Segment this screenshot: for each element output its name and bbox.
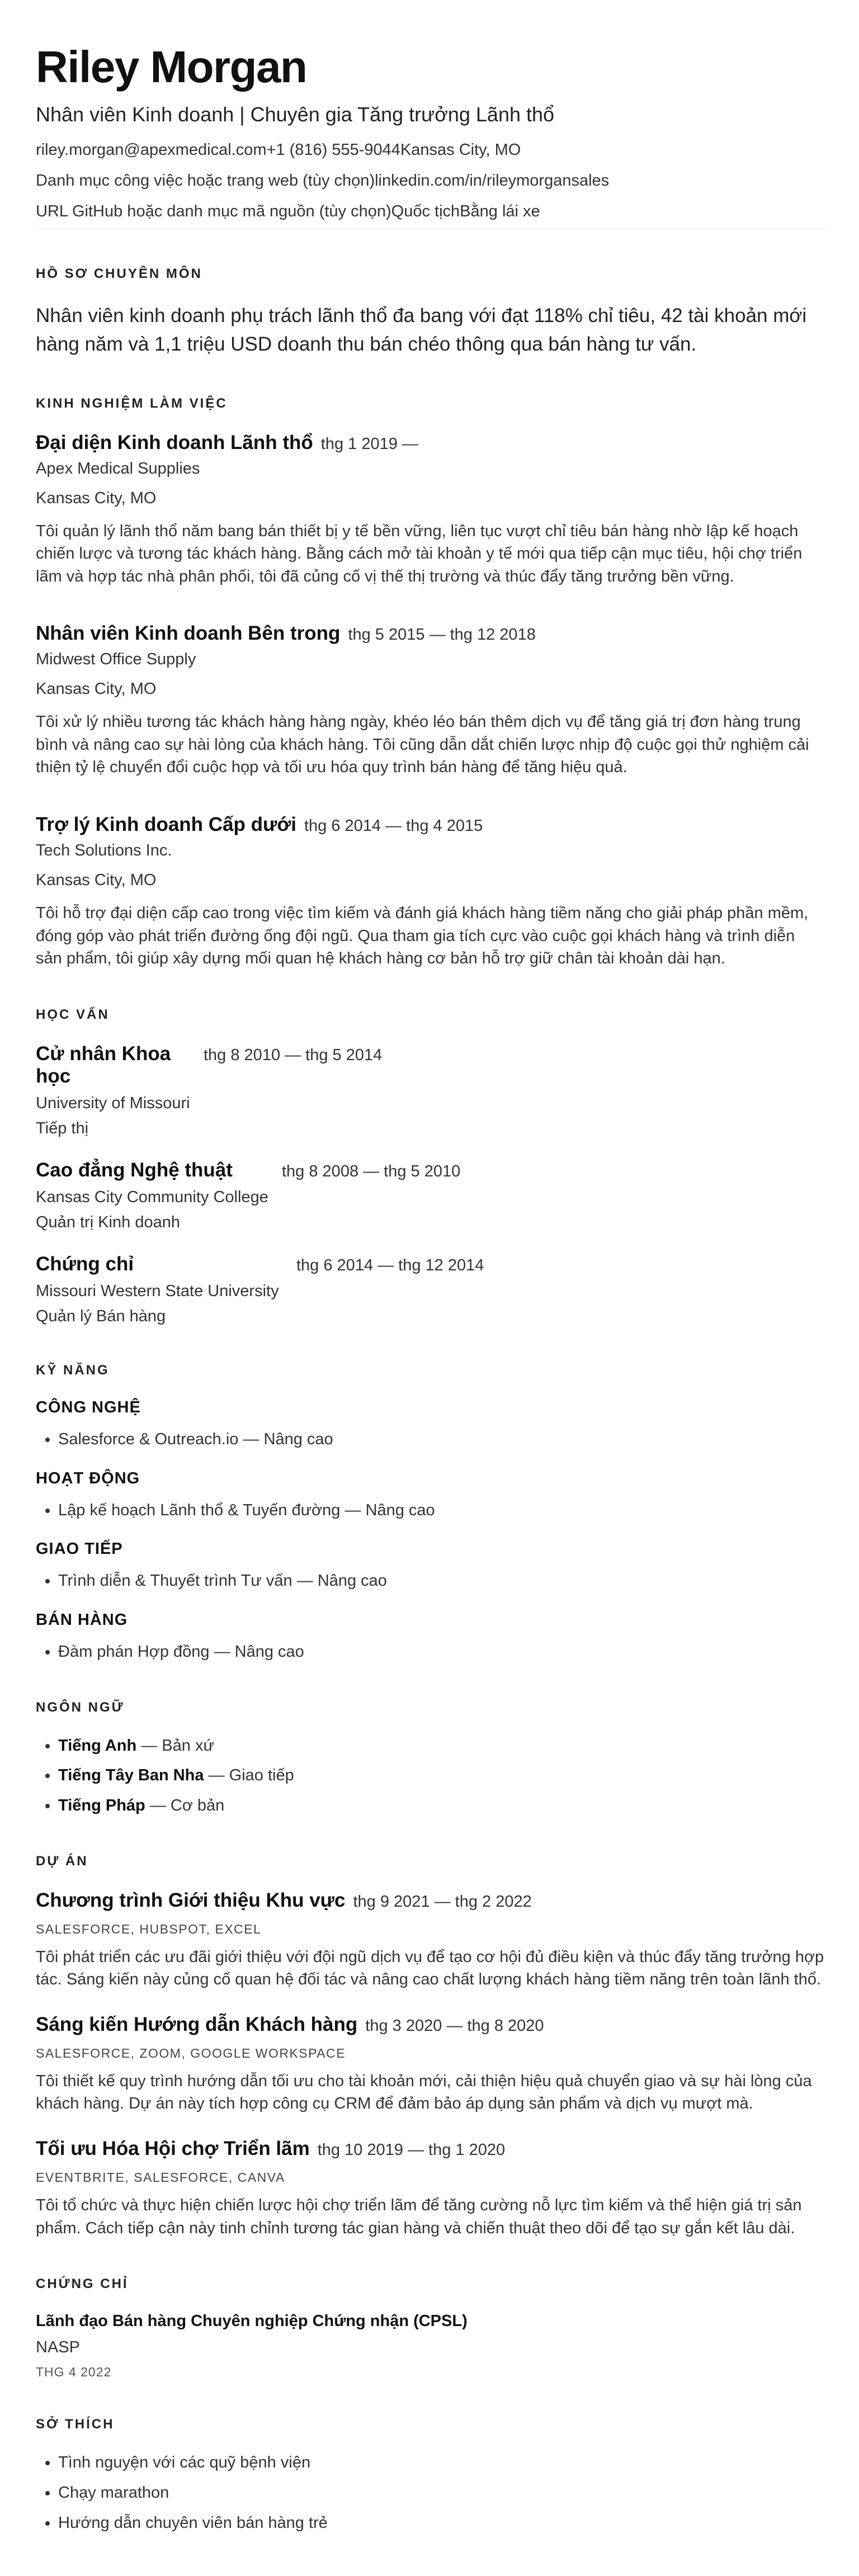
project-description: Tôi tổ chức và thực hiện chiến lược hội chợ triển lãm để tăng cường nỗ lực tìm kiếm và thể hiện giá trị sản phẩm. Cách tiếp cận này tinh chỉnh tương tác gian hàng và chiến thuật theo dõi để tạo sự gắn kết lâu dài. bbox=[36, 2196, 802, 2237]
job-description: Tôi hỗ trợ đại diện cấp cao trong việc tìm kiếm và đánh giá khách hàng tiềm năng cho giải pháp phần mềm, đóng góp vào phát triển đường ống đội ngũ. Qua tham gia tích cực vào cuộc gọi khách hàng và trình diễn sản phẩm, tôi giúp xây dựng mối quan hệ khách hàng cơ bản hỗ trợ giữ chân tài khoản dài hạn. bbox=[36, 904, 809, 968]
summary-text: Nhân viên kinh doanh phụ trách lãnh thổ đa bang với đạt 118% chỉ tiêu, 42 tài khoản mới hàng năm và 1,1 triệu USD doanh thu bán chéo thông qua bán hàng tư vấn. bbox=[36, 305, 807, 355]
education-entry bbox=[36, 1043, 825, 1138]
skill-item: • Đàm phán Hợp đồng — Nâng cao bbox=[58, 1642, 825, 1663]
job-entry bbox=[36, 432, 825, 588]
language-item bbox=[58, 1795, 825, 1817]
experience-list bbox=[36, 432, 825, 970]
interest-item: • Hướng dẫn chuyên viên bán hàng trẻ bbox=[58, 2513, 825, 2534]
job-dates: thg 5 2015 — thg 12 2018 bbox=[348, 626, 536, 644]
project-tech: SALESFORCE, ZOOM, GOOGLE WORKSPACE bbox=[36, 2045, 346, 2060]
certification-org: NASP bbox=[36, 2338, 80, 2357]
language-item bbox=[58, 1736, 825, 1757]
contact-row bbox=[36, 141, 825, 159]
job-dates: thg 6 2014 — thg 4 2015 bbox=[304, 817, 483, 835]
language-level: — Bản xứ bbox=[136, 1736, 214, 1755]
language-level: — Giao tiếp bbox=[204, 1766, 294, 1785]
project-dates: thg 10 2019 — thg 1 2020 bbox=[317, 2141, 506, 2159]
project-entry bbox=[36, 2138, 825, 2239]
skill-category: BÁN HÀNG bbox=[36, 1610, 128, 1629]
job-title: Trợ lý Kinh doanh Cấp dưới bbox=[36, 814, 296, 836]
phone-text: +1 (816) 555-9044 bbox=[266, 141, 400, 159]
project-dates: thg 9 2021 — thg 2 2022 bbox=[353, 1892, 532, 1911]
job-entry bbox=[36, 814, 825, 970]
job-location: Kansas City, MO bbox=[36, 871, 157, 890]
certifications-heading: CHỨNG CHỈ bbox=[36, 2276, 129, 2292]
nationality-text: Quốc tịch bbox=[391, 202, 460, 220]
skill-category: GIAO TIẾP bbox=[36, 1540, 123, 1558]
field-of-study: Tiếp thị bbox=[36, 1119, 89, 1137]
certification-name: Lãnh đạo Bán hàng Chuyên nghiệp Chứng nhận (CPSL) bbox=[36, 2312, 468, 2331]
license-text: Bằng lái xe bbox=[460, 202, 540, 220]
job-company: Tech Solutions Inc. bbox=[36, 842, 172, 860]
skill-item: • Salesforce & Outreach.io — Nâng cao bbox=[58, 1429, 825, 1450]
candidate-title: Nhân viên Kinh doanh | Chuyên gia Tăng trưởng Lãnh thổ bbox=[36, 103, 555, 126]
interests-heading: SỞ THÍCH bbox=[36, 2417, 115, 2432]
interest-item: • Tình nguyện với các quỹ bệnh viện bbox=[58, 2452, 825, 2474]
job-company: Apex Medical Supplies bbox=[36, 459, 200, 478]
language-level: — Cơ bản bbox=[145, 1796, 225, 1814]
field-of-study: Quản trị Kinh doanh bbox=[36, 1213, 180, 1231]
skill-group bbox=[36, 1398, 825, 1450]
degree-title: Cử nhân Khoa học bbox=[36, 1042, 171, 1087]
project-title: Sáng kiến Hướng dẫn Khách hàng bbox=[36, 2013, 358, 2035]
links-row bbox=[36, 172, 825, 190]
project-description: Tôi thiết kế quy trình hướng dẫn tối ưu cho tài khoản mới, cải thiện hiệu quả chuyển giao và sự hài lòng của khách hàng. Dự án này tích hợp công cụ CRM để đảm bảo áp dụng sản phẩm và dịch vụ mượt mà. bbox=[36, 2072, 812, 2113]
job-dates: thg 1 2019 — bbox=[320, 434, 418, 453]
languages-list bbox=[36, 1736, 825, 1817]
skill-group bbox=[36, 1540, 825, 1592]
project-entry bbox=[36, 2013, 825, 2115]
project-entry bbox=[36, 1889, 825, 1991]
interests-list bbox=[36, 2452, 825, 2534]
degree-title: Cao đẳng Nghệ thuật bbox=[36, 1159, 233, 1181]
job-title: Nhân viên Kinh doanh Bên trong bbox=[36, 622, 341, 645]
skill-category: CÔNG NGHỆ bbox=[36, 1398, 141, 1416]
job-description: Tôi quản lý lãnh thổ năm bang bán thiết bị y tế bền vững, liên tục vượt chỉ tiêu bán hàng nhờ lập kế hoạch chiến lược và tương tác khách hàng. Bằng cách mở tài khoản y tế mới qua tiếp cận mục tiêu, hội chợ triển lãm và hợp tác nhà phân phối, tôi đã củng cố vị thế thị trường và thúc đẩy tăng trưởng bền vững. bbox=[36, 522, 803, 585]
skill-item: • Trình diễn & Thuyết trình Tư vấn — Nâng cao bbox=[58, 1571, 825, 1592]
certification-entry bbox=[36, 2312, 825, 2380]
job-location: Kansas City, MO bbox=[36, 680, 157, 698]
skill-group bbox=[36, 1469, 825, 1521]
project-dates: thg 3 2020 — thg 8 2020 bbox=[365, 2016, 544, 2035]
summary-heading: HỒ SƠ CHUYÊN MÔN bbox=[36, 266, 202, 281]
school-name: University of Missouri bbox=[36, 1094, 190, 1112]
project-title: Chương trình Giới thiệu Khu vực bbox=[36, 1889, 346, 1911]
project-tech: SALESFORCE, HUBSPOT, EXCEL bbox=[36, 1921, 262, 1936]
project-tech: EVENTBRITE, SALESFORCE, CANVA bbox=[36, 2170, 285, 2185]
github-link[interactable]: URL GitHub hoặc danh mục mã nguồn (tùy chọn) bbox=[36, 202, 391, 220]
candidate-name: Riley Morgan bbox=[36, 42, 307, 92]
certification-date: THG 4 2022 bbox=[36, 2365, 112, 2380]
education-dates: thg 6 2014 — thg 12 2014 bbox=[296, 1256, 484, 1274]
project-title: Tối ưu Hóa Hội chợ Triển lãm bbox=[36, 2138, 310, 2160]
email-link[interactable]: riley.morgan@apexmedical.com bbox=[36, 141, 267, 159]
portfolio-link[interactable]: Danh mục công việc hoặc trang web (tùy chọn) bbox=[36, 172, 375, 190]
linkedin-link[interactable]: linkedin.com/in/rileymorgansales bbox=[375, 172, 610, 190]
projects-list bbox=[36, 1889, 825, 2240]
location-text: Kansas City, MO bbox=[400, 141, 521, 159]
skill-group bbox=[36, 1611, 825, 1663]
skills-heading: KỸ NĂNG bbox=[36, 1362, 110, 1378]
language-name: Tiếng Anh bbox=[58, 1736, 137, 1755]
education-dates: thg 8 2010 — thg 5 2014 bbox=[204, 1046, 383, 1064]
language-name: Tiếng Tây Ban Nha bbox=[58, 1766, 204, 1785]
project-description: Tôi phát triển các ưu đãi giới thiệu với đội ngũ dịch vụ để tạo cơ hội đủ điều kiện và thúc đẩy tăng trưởng hợp tác. Sáng kiến này củng cố quan hệ đối tác và nâng cao chất lượng khách hàng tiềm năng trên toàn lãnh thổ. bbox=[36, 1948, 824, 1989]
skill-category: HOẠT ĐỘNG bbox=[36, 1469, 140, 1487]
education-entry bbox=[36, 1159, 825, 1232]
school-name: Kansas City Community College bbox=[36, 1188, 268, 1206]
field-of-study: Quản lý Bán hàng bbox=[36, 1307, 166, 1325]
education-entry bbox=[36, 1253, 825, 1326]
extra-row bbox=[36, 202, 825, 229]
education-list bbox=[36, 1043, 825, 1326]
job-location: Kansas City, MO bbox=[36, 489, 157, 507]
experience-heading: KINH NGHIỆM LÀM VIỆC bbox=[36, 395, 228, 411]
school-name: Missouri Western State University bbox=[36, 1282, 279, 1300]
skills-list bbox=[36, 1398, 825, 1663]
job-title: Đại diện Kinh doanh Lãnh thổ bbox=[36, 431, 313, 453]
projects-heading: DỰ ÁN bbox=[36, 1853, 88, 1869]
job-description: Tôi xử lý nhiều tương tác khách hàng hàng ngày, khéo léo bán thêm dịch vụ để tăng giá trị đơn hàng trung bình và nâng cao sự hài lòng của khách hàng. Tôi cũng dẫn dắt chiến lược nhịp độ cuộc gọi thử nghiệm cải thiện tỷ lệ chuyển đổi cuộc họp và tối ưu hóa quy trình bán hàng để tăng hiệu quả. bbox=[36, 713, 809, 777]
education-dates: thg 8 2008 — thg 5 2010 bbox=[282, 1162, 461, 1180]
skill-item: • Lập kế hoạch Lãnh thổ & Tuyến đường — Nâng cao bbox=[58, 1500, 825, 1521]
degree-title: Chứng chỉ bbox=[36, 1252, 134, 1275]
interest-item: • Chạy marathon bbox=[58, 2483, 825, 2504]
job-company: Midwest Office Supply bbox=[36, 650, 196, 669]
language-item bbox=[58, 1765, 825, 1786]
education-heading: HỌC VẤN bbox=[36, 1006, 110, 1022]
language-name: Tiếng Pháp bbox=[58, 1796, 145, 1814]
languages-heading: NGÔN NGỮ bbox=[36, 1699, 125, 1715]
job-entry bbox=[36, 622, 825, 779]
